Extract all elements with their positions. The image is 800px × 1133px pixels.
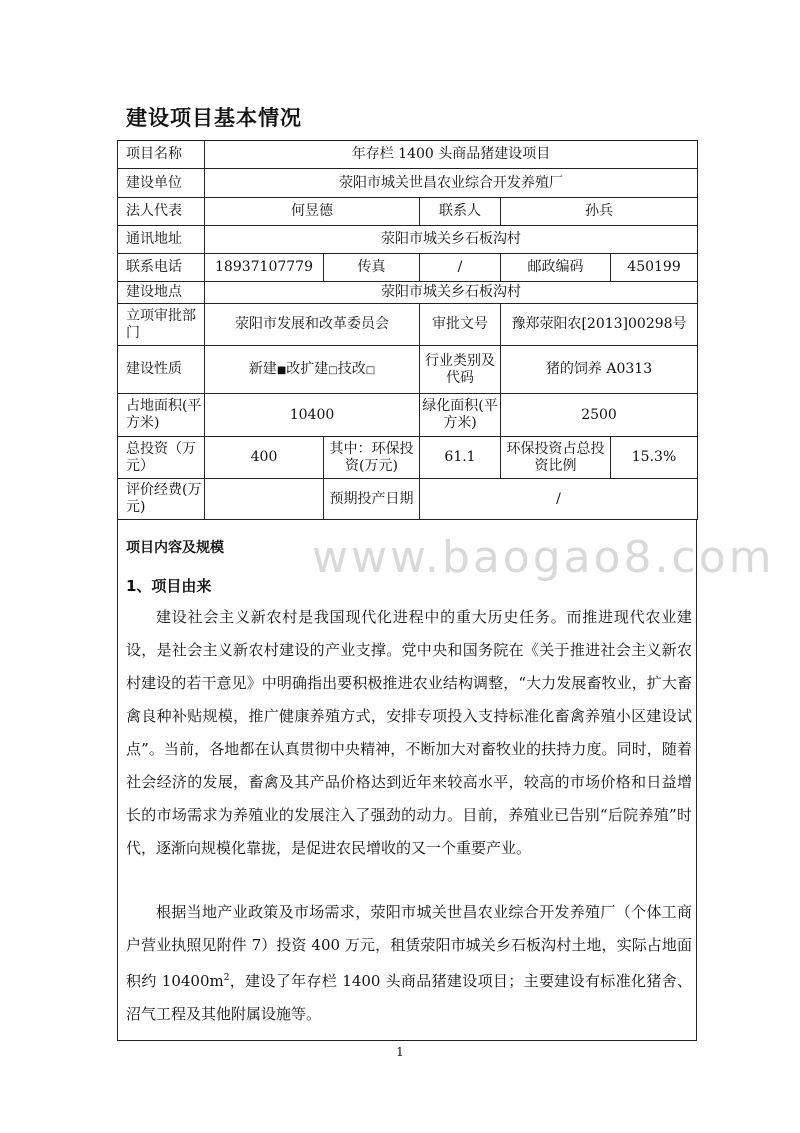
paragraph-project-part2: ，建设了年存栏 1400 头商品猪建设项目；主要建设有标准化猪舍、沼气工程及其他附属设施等。 [126,972,692,1023]
nature-expand-checkbox: □ [328,364,338,376]
address-label: 通讯地址 [118,226,205,254]
page-title: 建设项目基本情况 [126,106,302,130]
env-investment-label: 其中：环保投资(万元) [324,437,420,479]
approval-dept-value: 荥阳市发展和改革委员会 [205,304,420,346]
production-date-label: 预期投产日期 [324,479,420,520]
site-label: 建设地点 [118,282,205,304]
paragraph-project-part1: 根据当地产业政策及市场需求，荥阳市城关世昌农业综合开发养殖厂（个体工商户营业执照见附件 7）投资 400 万元，租赁荥阳市城关乡石板沟村土地，实际占地面积约 10400m [126,903,692,990]
address-value: 荥阳市城关乡石板沟村 [205,226,698,254]
green-area-value: 2500 [501,394,698,437]
fax-label: 传真 [324,254,420,282]
total-investment-value: 400 [205,437,324,479]
project-name-label: 项目名称 [118,141,205,169]
construction-unit-label: 建设单位 [118,169,205,198]
area-unit-superscript: 2 [223,973,230,983]
evaluation-fee-label: 评价经费(万元) [118,479,205,520]
approval-no-label: 审批文号 [420,304,501,346]
nature-tech-text: 技改 [337,360,366,377]
construction-nature-label: 建设性质 [118,346,205,394]
contact-person-value: 孙兵 [501,198,698,226]
nature-new-checkbox: ■ [276,364,287,376]
paragraph-project [126,896,692,1031]
legal-rep-value: 何昱德 [205,198,420,226]
industry-value: 猪的饲养 A0313 [501,346,698,394]
land-area-value: 10400 [205,394,420,437]
total-investment-label: 总投资（万元） [118,437,205,479]
legal-rep-label: 法人代表 [118,198,205,226]
env-ratio-value: 15.3% [611,437,698,479]
nature-expand-text: 改扩建 [286,360,329,377]
site-value: 荥阳市城关乡石板沟村 [205,282,698,304]
fax-value: / [420,254,501,282]
section-title: 项目内容及规模 [126,540,224,556]
phone-label: 联系电话 [118,254,205,282]
evaluation-fee-value [205,479,324,520]
contact-person-label: 联系人 [420,198,501,226]
zip-label: 邮政编码 [501,254,611,282]
env-investment-value: 61.1 [420,437,501,479]
approval-dept-label: 立项审批部门 [118,304,205,346]
industry-label: 行业类别及代码 [420,346,501,394]
page-number: 1 [396,1045,404,1059]
approval-no-value: 豫郑荥阳农[2013]00298号 [501,304,698,346]
zip-value: 450199 [611,254,698,282]
construction-nature-value [205,346,420,394]
env-ratio-label: 环保投资占总投资比例 [501,437,611,479]
paragraph-background: 建设社会主义新农村是我国现代化进程中的重大历史任务。而推进现代农业建设，是社会主义新农村建设的产业支撑。党中央和国务院在《关于推进社会主义新农村建设的若干意见》中明确指出要积极推进农业结构调整，“大力发展畜牧业，扩大畜禽良种补贴规模，推广健康养殖方式，安排专项投入支持标准化畜禽养殖小区建设试点”。当前，各地都在认真贯彻中央精神，不断加大对畜牧业的扶持力度。同时，随着社会经济的发展，畜禽及其产品价格达到近年来较高水平，较高的市场价格和日益增长的市场需求为养殖业的发展注入了强劲的动力。目前，养殖业已告别“后院养殖”时代，逐渐向规模化靠拢，是促进农民增收的又一个重要产业。 [126,608,692,857]
nature-tech-checkbox: □ [365,364,376,376]
watermark: www.baogao8.com [312,532,775,583]
land-area-label: 占地面积(平方米) [118,394,205,437]
sub-section-title: 1、项目由来 [126,577,212,595]
construction-unit-value: 荥阳市城关世昌农业综合开发养殖厂 [205,169,698,198]
green-area-label: 绿化面积(平方米) [420,394,501,437]
phone-value: 18937107779 [205,254,324,282]
project-content-box [117,519,697,1041]
nature-new-text: 新建 [248,360,277,377]
project-info-table [117,140,698,520]
project-name-value: 年存栏 1400 头商品猪建设项目 [205,141,698,169]
production-date-value: / [420,479,698,520]
